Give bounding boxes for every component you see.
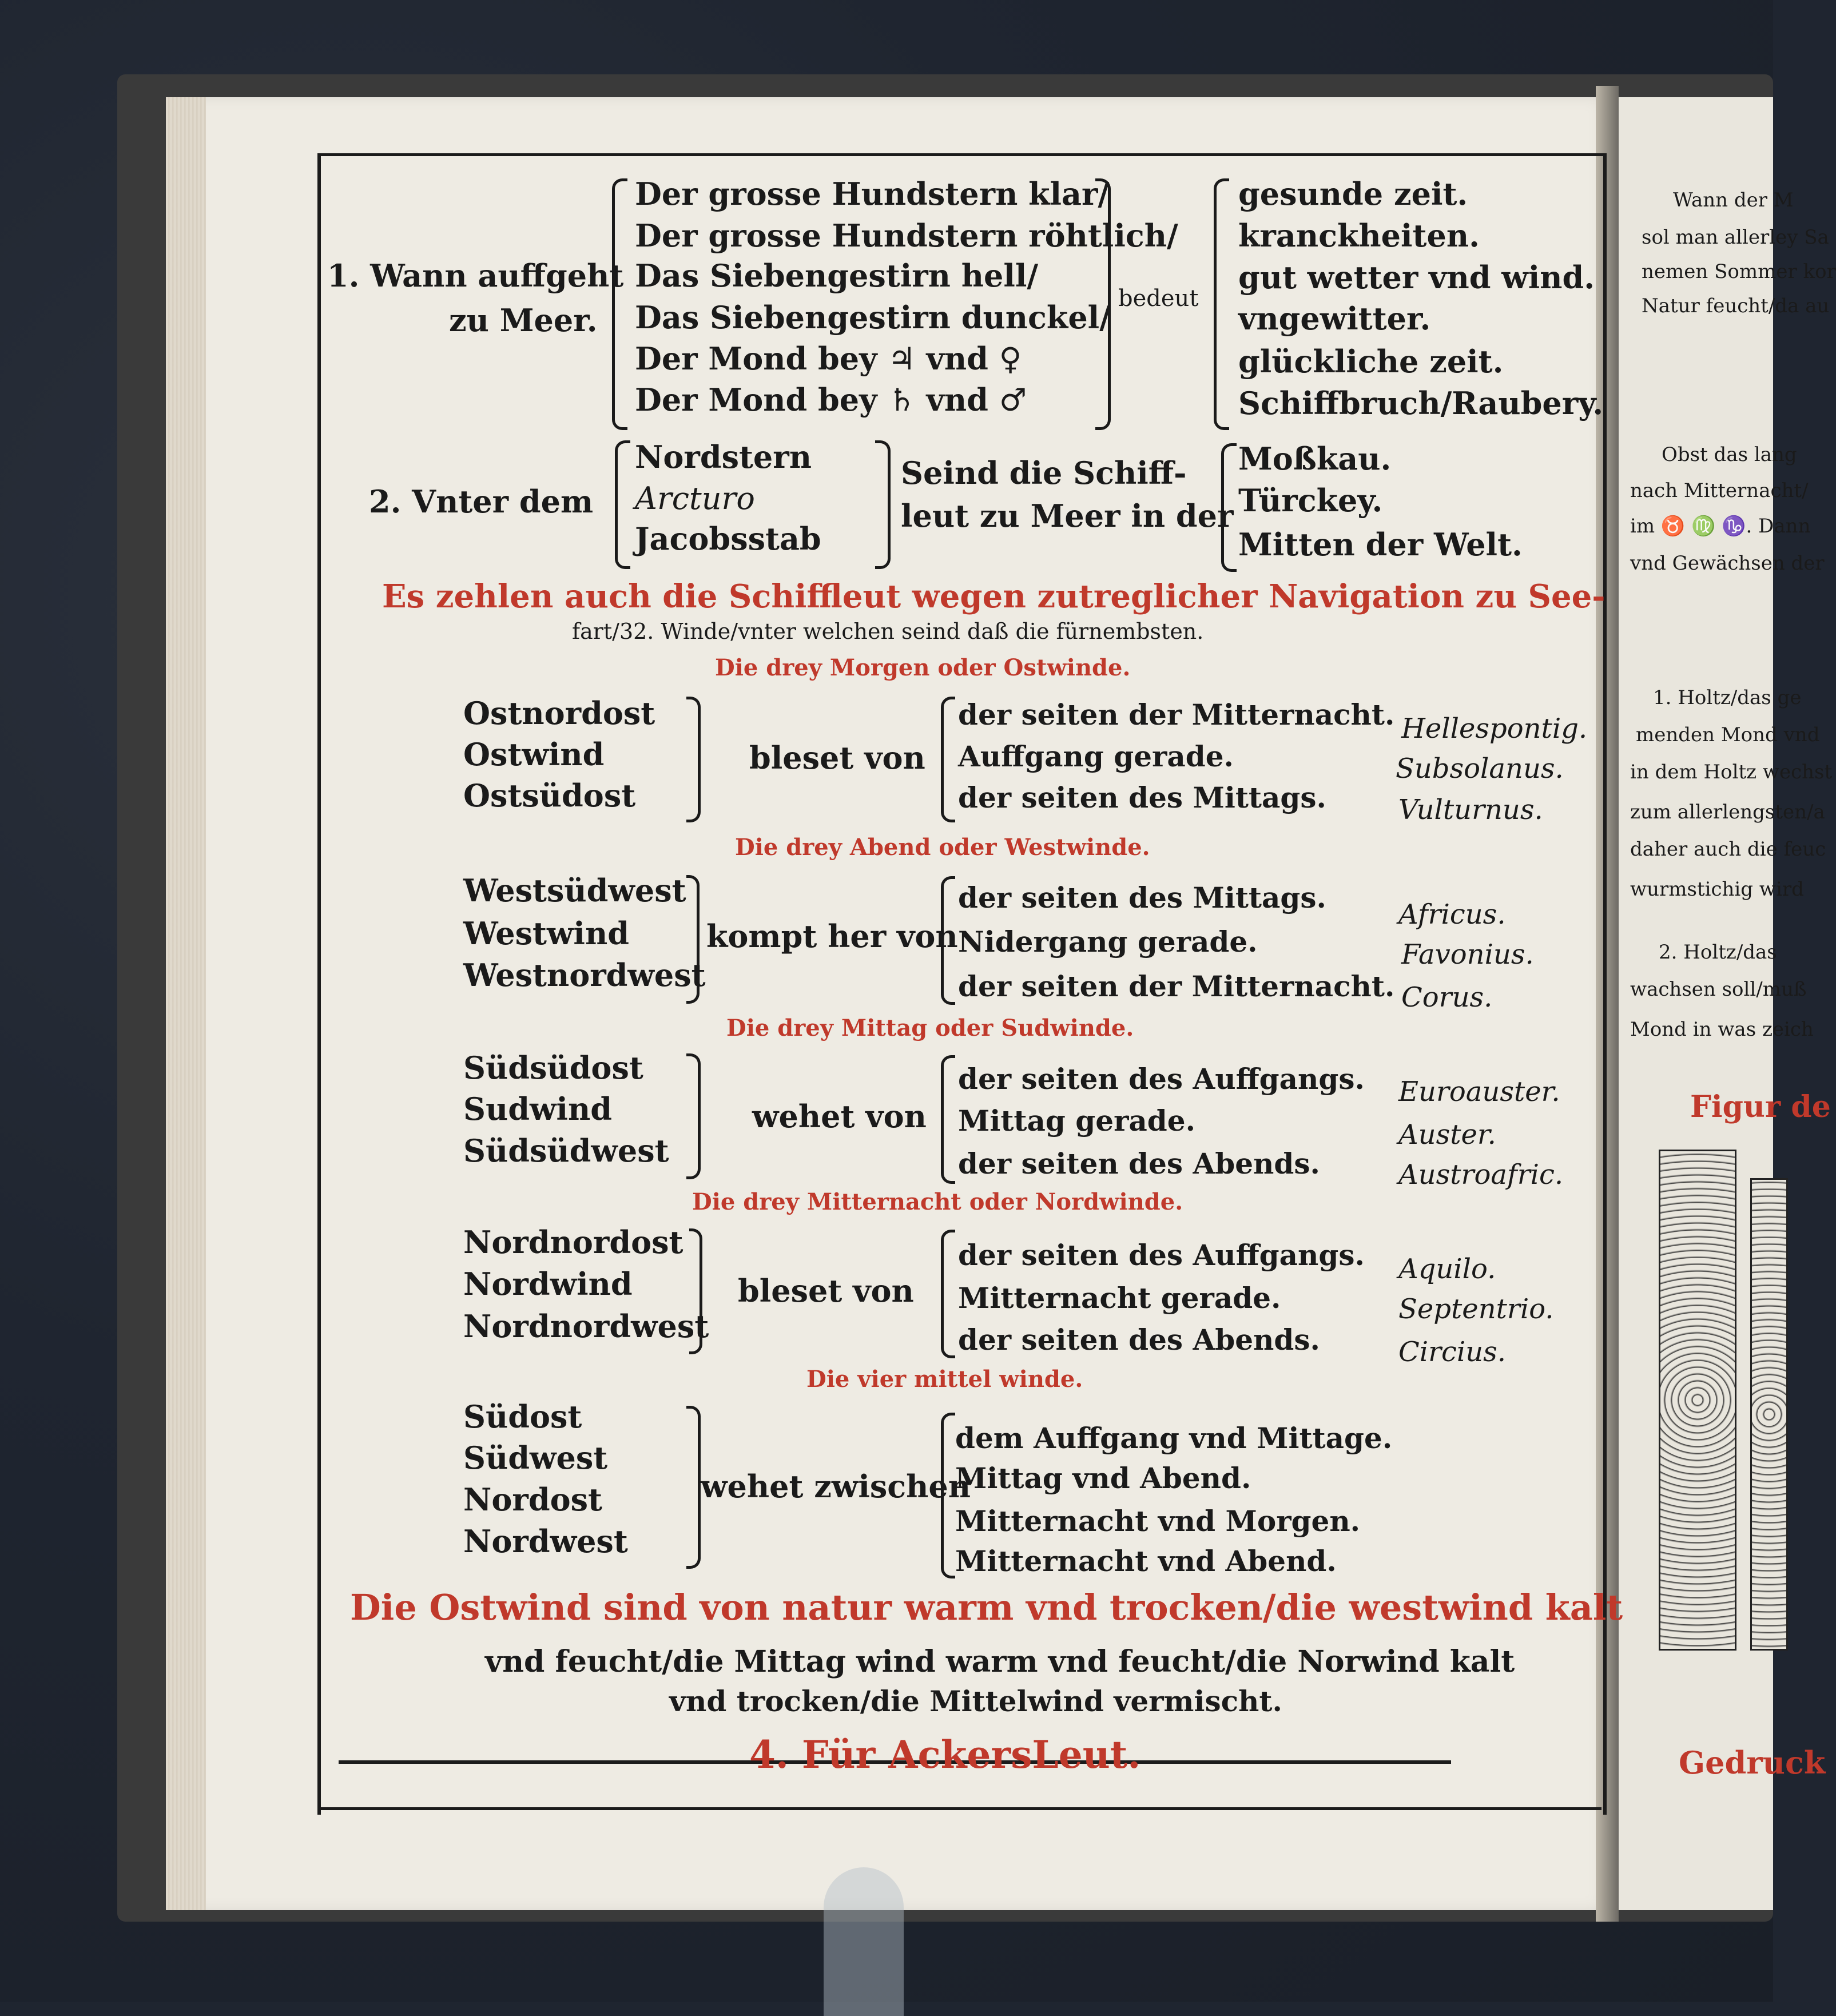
wind-direction: der seiten des Mittags. xyxy=(958,881,1326,914)
summary-red: Die Ostwind sind von natur warm vnd trocken/die westwind kalt xyxy=(350,1586,1623,1628)
section1-verb: bedeut xyxy=(1118,285,1199,312)
intro-black-line: fart/32. Winde/vnter welchen seind daß die fürnembsten. xyxy=(572,619,1204,644)
wind-latin: Euroauster. xyxy=(1398,1076,1560,1108)
group-heading: Die drey Morgen oder Ostwinde. xyxy=(715,654,1131,681)
brace-left xyxy=(941,1230,955,1358)
wind-verb: bleset von xyxy=(749,739,925,776)
wind-direction: der seiten des Auffgangs. xyxy=(958,1062,1365,1096)
next-page-line: wurmstichig wird xyxy=(1630,878,1804,901)
wind-name: Nordnordost xyxy=(463,1224,683,1261)
wind-name: Ostsüdost xyxy=(463,777,636,814)
section1-item: Der Mond bey ♃ vnd ♀ xyxy=(635,340,1022,377)
wind-latin: Septentrio. xyxy=(1398,1293,1554,1325)
section1-meaning: glückliche zeit. xyxy=(1238,343,1504,380)
summary-line: vnd trocken/die Mittelwind vermischt. xyxy=(669,1684,1282,1718)
wind-direction: Mitternacht vnd Morgen. xyxy=(955,1504,1361,1538)
wind-direction: Mittag vnd Abend. xyxy=(955,1461,1251,1495)
section2-item: Arcturo xyxy=(635,480,755,516)
brace-left xyxy=(1214,178,1229,430)
brace-right xyxy=(689,1228,702,1354)
section2-verb: leut zu Meer in der xyxy=(901,498,1234,534)
wind-direction: der seiten des Mittags. xyxy=(958,781,1326,814)
section1-item: Das Siebengestirn dunckel/ xyxy=(635,299,1111,336)
brace-left xyxy=(941,697,955,822)
next-page-line: nach Mitternacht/ xyxy=(1630,479,1809,502)
next-page-bottom: Gedruck xyxy=(1679,1744,1826,1781)
page-edges xyxy=(166,97,206,1910)
wind-verb: kompt her von xyxy=(706,918,958,955)
wind-direction: Nidergang gerade. xyxy=(958,925,1258,959)
brace-right xyxy=(686,697,701,822)
section2-place: Türckey. xyxy=(1238,482,1383,519)
next-page-line: Obst das lang xyxy=(1662,443,1797,466)
wind-latin: Auster. xyxy=(1398,1119,1496,1151)
next-page-line: 2. Holtz/das xyxy=(1659,941,1777,964)
wind-direction: der seiten der Mitternacht. xyxy=(958,969,1395,1003)
frame-rule-outer xyxy=(320,1807,1601,1810)
section1-meaning: gut wetter vnd wind. xyxy=(1238,259,1595,296)
section2-lead: 2. Vnter dem xyxy=(369,483,594,520)
next-page-line: Natur feucht/da au xyxy=(1642,295,1830,317)
section1-item: Der Mond bey ♄ vnd ♂ xyxy=(635,381,1027,418)
wind-latin: Subsolanus. xyxy=(1396,753,1564,785)
footer-heading: 4. Für AckersLeut. xyxy=(749,1732,1141,1777)
brace-right xyxy=(875,440,891,569)
next-page-line: Mond in was zeich xyxy=(1630,1018,1814,1041)
next-page-line: 1. Holtz/das ge xyxy=(1653,686,1802,709)
brace-left xyxy=(941,1413,955,1578)
wind-latin: Favonius. xyxy=(1401,939,1534,971)
brace-right xyxy=(686,875,700,1004)
group-heading: Die vier mittel winde. xyxy=(806,1366,1083,1393)
wind-verb: bleset von xyxy=(738,1273,914,1309)
brace-right xyxy=(686,1406,701,1569)
section2-place: Moßkau. xyxy=(1238,440,1392,477)
intro-red-line: Es zehlen auch die Schiffleut wegen zutreglicher Navigation zu See- xyxy=(382,578,1605,615)
woodcut-ornament xyxy=(1750,1178,1788,1651)
next-page-line: in dem Holtz wechst xyxy=(1630,761,1833,784)
wind-name: Nordnordwest xyxy=(463,1308,709,1345)
section1-item: Der grosse Hundstern klar/ xyxy=(635,176,1110,212)
next-page-line: zum allerlengsten/a xyxy=(1630,801,1825,824)
group-heading: Die drey Mitternacht oder Nordwinde. xyxy=(692,1188,1183,1215)
brace-right xyxy=(1095,178,1111,430)
woodcut-ornament xyxy=(1659,1150,1736,1651)
group-heading: Die drey Mittag oder Sudwinde. xyxy=(726,1015,1134,1041)
wind-direction: der seiten des Abends. xyxy=(958,1323,1320,1357)
wind-name: Nordwest xyxy=(463,1523,628,1560)
next-page-line: im ♉ ♍ ♑. Dann xyxy=(1630,515,1811,538)
brace-left xyxy=(615,440,630,569)
wind-name: Südwest xyxy=(463,1440,608,1476)
next-page-line: menden Mond vnd xyxy=(1636,723,1820,746)
wind-name: Ostnordost xyxy=(463,695,655,731)
section1-lead-2: zu Meer. xyxy=(449,302,598,339)
wind-direction: dem Auffgang vnd Mittage. xyxy=(955,1421,1393,1455)
wind-verb: wehet zwischen xyxy=(701,1468,971,1505)
section2-item: Jacobsstab xyxy=(635,520,821,557)
next-page-line: vnd Gewächsen der xyxy=(1630,552,1825,575)
section2-verb: Seind die Schiff- xyxy=(901,455,1187,491)
section1-meaning: gesunde zeit. xyxy=(1238,176,1468,212)
section1-meaning: vngewitter. xyxy=(1238,300,1431,337)
section1-item: Der grosse Hundstern röhtlich/ xyxy=(635,217,1178,254)
wind-name: Südsüdwest xyxy=(463,1132,669,1169)
wind-name: Westnordwest xyxy=(463,957,706,993)
wind-name: Südsüdost xyxy=(463,1049,643,1086)
next-page-line: Wann der M xyxy=(1673,189,1794,212)
section2-place: Mitten der Welt. xyxy=(1238,526,1523,563)
wind-direction: Mitternacht gerade. xyxy=(958,1281,1281,1315)
summary-line: vnd feucht/die Mittag wind warm vnd feucht/die Norwind kalt xyxy=(485,1644,1515,1679)
section1-lead-1: 1. Wann auffgeht xyxy=(327,257,624,294)
section1-meaning: kranckheiten. xyxy=(1238,217,1480,254)
wind-name: Ostwind xyxy=(463,736,605,773)
wind-latin: Hellespontig. xyxy=(1401,713,1588,745)
wind-latin: Circius. xyxy=(1398,1336,1507,1368)
wind-name: Nordwind xyxy=(463,1266,633,1302)
wind-name: Sudwind xyxy=(463,1091,613,1127)
wind-direction: der seiten des Abends. xyxy=(958,1147,1320,1180)
wind-direction: Auffgang gerade. xyxy=(958,739,1234,773)
wind-name: Südost xyxy=(463,1398,582,1435)
wind-direction: Mitternacht vnd Abend. xyxy=(955,1544,1337,1578)
wind-direction: der seiten der Mitternacht. xyxy=(958,698,1395,731)
wind-latin: Africus. xyxy=(1398,898,1506,931)
wind-name: Westwind xyxy=(463,915,629,952)
wind-verb: wehet von xyxy=(752,1098,927,1135)
wind-latin: Corus. xyxy=(1401,981,1493,1013)
page-clip xyxy=(824,1867,904,2016)
brace-left xyxy=(941,1055,955,1184)
wind-latin: Aquilo. xyxy=(1398,1253,1496,1285)
wind-latin: Austroafric. xyxy=(1398,1159,1564,1191)
next-page-line: sol man allerley Sa xyxy=(1642,226,1829,249)
next-page-line: nemen Sommer kor xyxy=(1642,260,1836,283)
brace-left xyxy=(612,178,627,430)
wind-latin: Vulturnus. xyxy=(1398,794,1543,826)
brace-left xyxy=(941,876,955,1005)
wind-name: Nordost xyxy=(463,1481,602,1518)
brace-left xyxy=(1221,443,1237,572)
group-heading: Die drey Abend oder Westwinde. xyxy=(735,834,1150,861)
brace-right xyxy=(686,1053,701,1179)
section1-meaning: Schiffbruch/Raubery. xyxy=(1238,385,1604,422)
wind-direction: Mittag gerade. xyxy=(958,1104,1195,1138)
wind-name: Westsüdwest xyxy=(463,872,686,909)
section2-item: Nordstern xyxy=(635,439,812,475)
section1-item: Das Siebengestirn hell/ xyxy=(635,257,1039,294)
next-page-line: daher auch die feuc xyxy=(1630,838,1826,861)
next-page-heading: Figur de xyxy=(1690,1089,1831,1124)
wind-direction: der seiten des Auffgangs. xyxy=(958,1238,1365,1272)
next-page-line: wachsen soll/muß xyxy=(1630,978,1807,1001)
